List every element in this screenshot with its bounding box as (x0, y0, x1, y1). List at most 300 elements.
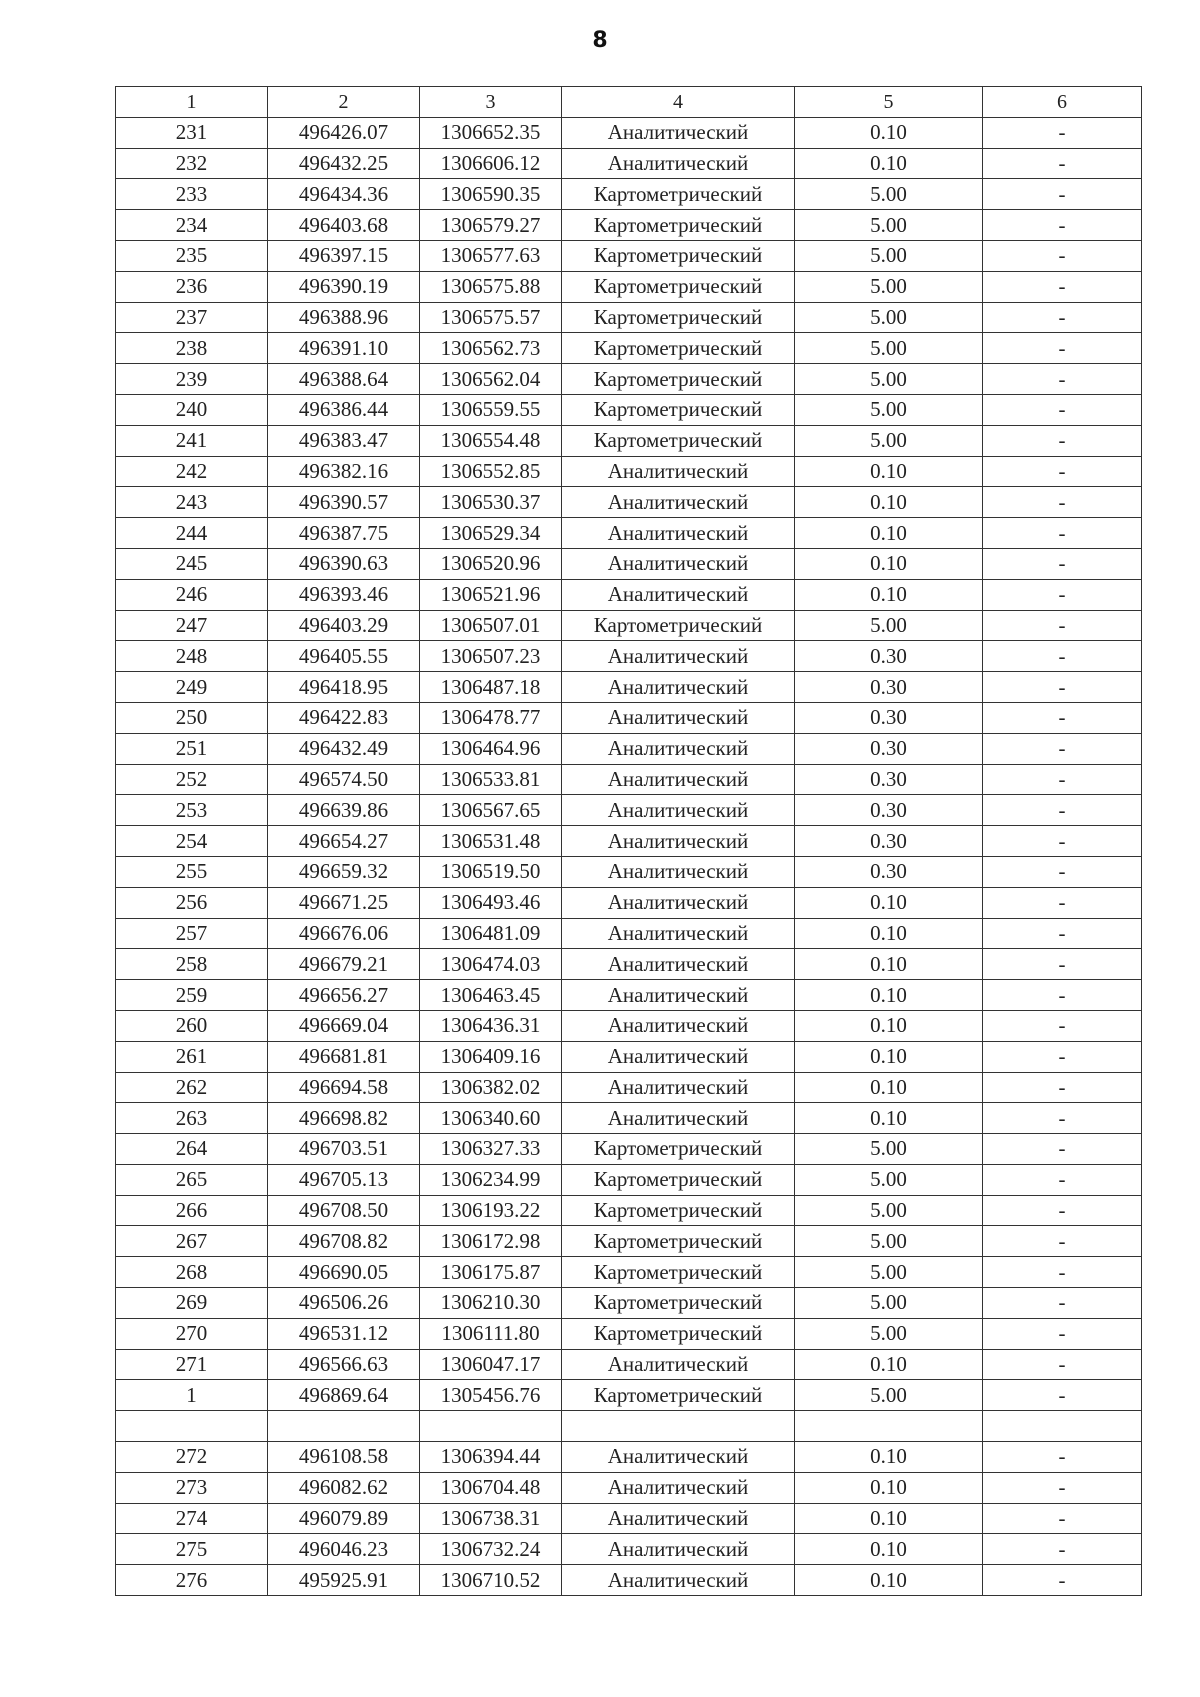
table-cell: 496705.13 (268, 1164, 420, 1195)
table-cell: 238 (116, 333, 268, 364)
table-cell: - (983, 672, 1142, 703)
table-cell: 0.10 (795, 579, 983, 610)
table-row (116, 425, 1142, 456)
column-header: 4 (562, 87, 795, 118)
table-cell: Картометрический (562, 1195, 795, 1226)
table-cell: 271 (116, 1349, 268, 1380)
table-cell: Картометрический (562, 240, 795, 271)
table-row (116, 117, 1142, 148)
table-row (116, 1565, 1142, 1596)
table-cell: 275 (116, 1534, 268, 1565)
table-cell: 0.10 (795, 487, 983, 518)
table-cell: 260 (116, 1010, 268, 1041)
table-cell: 253 (116, 795, 268, 826)
table-row (116, 271, 1142, 302)
table-cell: - (983, 1072, 1142, 1103)
coordinates-table (115, 86, 1142, 1596)
table-cell: 252 (116, 764, 268, 795)
table-cell: Аналитический (562, 1041, 795, 1072)
table-cell: Картометрический (562, 1380, 795, 1411)
table-row (116, 949, 1142, 980)
table-row (116, 518, 1142, 549)
table-row (116, 1503, 1142, 1534)
table-row (116, 702, 1142, 733)
table-cell: 5.00 (795, 610, 983, 641)
table-row (116, 856, 1142, 887)
table-cell: 266 (116, 1195, 268, 1226)
table-row (116, 456, 1142, 487)
table-cell: 0.30 (795, 641, 983, 672)
table-cell: 0.10 (795, 1041, 983, 1072)
table-cell: Аналитический (562, 1072, 795, 1103)
table-cell: - (983, 795, 1142, 826)
table-cell: 496698.82 (268, 1103, 420, 1134)
table-cell: 235 (116, 240, 268, 271)
table-cell: 0.10 (795, 1010, 983, 1041)
empty-cell (420, 1411, 562, 1442)
table-cell: 1306175.87 (420, 1257, 562, 1288)
table-cell: 496390.19 (268, 271, 420, 302)
table-cell: 496574.50 (268, 764, 420, 795)
table-cell: Картометрический (562, 333, 795, 364)
table-cell: 0.30 (795, 795, 983, 826)
empty-cell (562, 1411, 795, 1442)
table-cell: 1306481.09 (420, 918, 562, 949)
table-cell: 496671.25 (268, 887, 420, 918)
table-cell: 231 (116, 117, 268, 148)
table-cell: 496418.95 (268, 672, 420, 703)
table-cell: 259 (116, 980, 268, 1011)
table-row (116, 1226, 1142, 1257)
table-cell: Аналитический (562, 856, 795, 887)
table-cell: Картометрический (562, 610, 795, 641)
table-cell: 1306193.22 (420, 1195, 562, 1226)
table-row (116, 1041, 1142, 1072)
table-cell: 1306327.33 (420, 1134, 562, 1165)
table-cell: - (983, 487, 1142, 518)
table-cell: - (983, 1288, 1142, 1319)
table-row (116, 826, 1142, 857)
table-cell: 496432.25 (268, 148, 420, 179)
table-cell: 0.10 (795, 887, 983, 918)
table-cell: 5.00 (795, 333, 983, 364)
table-cell: 246 (116, 579, 268, 610)
table-cell: Аналитический (562, 702, 795, 733)
table-cell: 1306567.65 (420, 795, 562, 826)
table-cell: 496391.10 (268, 333, 420, 364)
table-cell: 496656.27 (268, 980, 420, 1011)
table-row (116, 394, 1142, 425)
table-cell: 0.10 (795, 148, 983, 179)
table-cell: 496403.68 (268, 210, 420, 241)
table-cell: 274 (116, 1503, 268, 1534)
table-cell: 496388.64 (268, 364, 420, 395)
table-cell: 496426.07 (268, 117, 420, 148)
table-cell: 1306652.35 (420, 117, 562, 148)
table-cell: - (983, 826, 1142, 857)
table-cell: - (983, 1164, 1142, 1195)
table-cell: 251 (116, 733, 268, 764)
table-cell: 0.10 (795, 918, 983, 949)
table-cell: 5.00 (795, 394, 983, 425)
table-cell: 496639.86 (268, 795, 420, 826)
table-cell: 1306704.48 (420, 1472, 562, 1503)
table-cell: 247 (116, 610, 268, 641)
table-cell: 496690.05 (268, 1257, 420, 1288)
table-cell: 496079.89 (268, 1503, 420, 1534)
table-cell: 496397.15 (268, 240, 420, 271)
table-cell: 5.00 (795, 364, 983, 395)
column-header: 3 (420, 87, 562, 118)
table-row (116, 1103, 1142, 1134)
table-cell: Картометрический (562, 302, 795, 333)
table-cell: Аналитический (562, 518, 795, 549)
column-header: 2 (268, 87, 420, 118)
table-row (116, 918, 1142, 949)
table-cell: 5.00 (795, 1195, 983, 1226)
table-cell: 496703.51 (268, 1134, 420, 1165)
table-cell: - (983, 1134, 1142, 1165)
table-cell: 1306507.23 (420, 641, 562, 672)
table-cell: 1306575.57 (420, 302, 562, 333)
table-cell: Аналитический (562, 456, 795, 487)
table-cell: 261 (116, 1041, 268, 1072)
table-cell: Картометрический (562, 1318, 795, 1349)
table-cell: - (983, 148, 1142, 179)
table-cell: Аналитический (562, 980, 795, 1011)
table-cell: 496382.16 (268, 456, 420, 487)
table-row (116, 148, 1142, 179)
table-cell: 1306463.45 (420, 980, 562, 1011)
table-cell: Аналитический (562, 548, 795, 579)
table-cell: 1306493.46 (420, 887, 562, 918)
table-row (116, 240, 1142, 271)
table-cell: 5.00 (795, 425, 983, 456)
table-cell: 496654.27 (268, 826, 420, 857)
table-cell: 244 (116, 518, 268, 549)
table-cell: 1306562.73 (420, 333, 562, 364)
table-row (116, 179, 1142, 210)
table-row (116, 1134, 1142, 1165)
table-cell: - (983, 641, 1142, 672)
table-cell: 1306559.55 (420, 394, 562, 425)
table-cell: 496708.82 (268, 1226, 420, 1257)
table-row (116, 1534, 1142, 1565)
table-cell: 264 (116, 1134, 268, 1165)
table-cell: 276 (116, 1565, 268, 1596)
table-cell: 1306436.31 (420, 1010, 562, 1041)
table-cell: 495925.91 (268, 1565, 420, 1596)
table-cell: 496669.04 (268, 1010, 420, 1041)
table-cell: Аналитический (562, 579, 795, 610)
table-cell: 496506.26 (268, 1288, 420, 1319)
table-cell: 0.10 (795, 1072, 983, 1103)
table-cell: 1306409.16 (420, 1041, 562, 1072)
table-cell: 0.10 (795, 1503, 983, 1534)
table-row (116, 1318, 1142, 1349)
table-cell: 258 (116, 949, 268, 980)
table-cell: 0.10 (795, 1472, 983, 1503)
table-cell: - (983, 1010, 1142, 1041)
empty-cell (795, 1411, 983, 1442)
table-cell: 0.30 (795, 733, 983, 764)
table-cell: - (983, 210, 1142, 241)
table-cell: Картометрический (562, 210, 795, 241)
table-header-row (116, 87, 1142, 118)
table-cell: 272 (116, 1442, 268, 1473)
table-cell: 496383.47 (268, 425, 420, 456)
table-cell: Аналитический (562, 117, 795, 148)
table-cell: Картометрический (562, 1164, 795, 1195)
table-cell: 496708.50 (268, 1195, 420, 1226)
table-row (116, 1164, 1142, 1195)
table-cell: Картометрический (562, 271, 795, 302)
table-cell: 270 (116, 1318, 268, 1349)
table-cell: 262 (116, 1072, 268, 1103)
table-cell: 496082.62 (268, 1472, 420, 1503)
table-cell: 0.10 (795, 518, 983, 549)
table-row (116, 1195, 1142, 1226)
table-cell: 1306575.88 (420, 271, 562, 302)
table-row (116, 980, 1142, 1011)
table-cell: 1306520.96 (420, 548, 562, 579)
table-cell: 5.00 (795, 302, 983, 333)
table-cell: 496432.49 (268, 733, 420, 764)
table-cell: 5.00 (795, 1288, 983, 1319)
column-header: 1 (116, 87, 268, 118)
table-cell: - (983, 271, 1142, 302)
table-row (116, 1442, 1142, 1473)
table-cell: 1306590.35 (420, 179, 562, 210)
table-cell: 248 (116, 641, 268, 672)
table-cell: Аналитический (562, 949, 795, 980)
table-cell: 233 (116, 179, 268, 210)
table-cell: 5.00 (795, 271, 983, 302)
table-cell: Картометрический (562, 179, 795, 210)
table-cell: 0.30 (795, 702, 983, 733)
table-cell: - (983, 1534, 1142, 1565)
table-cell: - (983, 179, 1142, 210)
table-cell: 5.00 (795, 1164, 983, 1195)
table-cell: Аналитический (562, 826, 795, 857)
table-row (116, 364, 1142, 395)
table-cell: 496681.81 (268, 1041, 420, 1072)
table-cell: 5.00 (795, 1257, 983, 1288)
table-cell: Картометрический (562, 1134, 795, 1165)
table-cell: - (983, 1318, 1142, 1349)
table-cell: 0.10 (795, 1534, 983, 1565)
table-row (116, 1072, 1142, 1103)
table-cell: 265 (116, 1164, 268, 1195)
table-cell: 1306530.37 (420, 487, 562, 518)
table-cell: 496531.12 (268, 1318, 420, 1349)
table-cell: - (983, 333, 1142, 364)
table-cell: 240 (116, 394, 268, 425)
table-cell: 1306478.77 (420, 702, 562, 733)
table-cell: 0.10 (795, 1442, 983, 1473)
table-cell: 0.10 (795, 117, 983, 148)
empty-cell (116, 1411, 268, 1442)
table-row (116, 1380, 1142, 1411)
table-row (116, 795, 1142, 826)
table-cell: 1306554.48 (420, 425, 562, 456)
table-cell: 5.00 (795, 1134, 983, 1165)
table-cell: 496388.96 (268, 302, 420, 333)
table-cell: - (983, 518, 1142, 549)
table-cell: 1306552.85 (420, 456, 562, 487)
table-cell: 256 (116, 887, 268, 918)
table-cell: Картометрический (562, 1288, 795, 1319)
table-row (116, 548, 1142, 579)
table-cell: - (983, 1257, 1142, 1288)
table-cell: Аналитический (562, 1349, 795, 1380)
table-cell: - (983, 918, 1142, 949)
table-cell: Аналитический (562, 1565, 795, 1596)
table-cell: 1306507.01 (420, 610, 562, 641)
table-cell: 1 (116, 1380, 268, 1411)
table-cell: 242 (116, 456, 268, 487)
table-cell: - (983, 1472, 1142, 1503)
empty-cell (983, 1411, 1142, 1442)
table-cell: - (983, 949, 1142, 980)
table-cell: Картометрический (562, 364, 795, 395)
table-cell: - (983, 764, 1142, 795)
table-cell: Аналитический (562, 1534, 795, 1565)
table-cell: 496390.63 (268, 548, 420, 579)
table-cell: 1306710.52 (420, 1565, 562, 1596)
table-cell: 0.30 (795, 826, 983, 857)
table-cell: - (983, 302, 1142, 333)
table-cell: - (983, 1103, 1142, 1134)
table-row (116, 1349, 1142, 1380)
table-cell: 1306521.96 (420, 579, 562, 610)
table-row (116, 641, 1142, 672)
table-cell: 1306382.02 (420, 1072, 562, 1103)
table-row (116, 1472, 1142, 1503)
table-cell: 1306047.17 (420, 1349, 562, 1380)
table-cell: 249 (116, 672, 268, 703)
table-cell: Аналитический (562, 1472, 795, 1503)
table-cell: - (983, 1565, 1142, 1596)
table-cell: 236 (116, 271, 268, 302)
table-cell: Аналитический (562, 795, 795, 826)
table-cell: Аналитический (562, 672, 795, 703)
table-cell: - (983, 887, 1142, 918)
table-cell: - (983, 394, 1142, 425)
table-cell: 269 (116, 1288, 268, 1319)
table-cell: - (983, 1442, 1142, 1473)
table-cell: 496422.83 (268, 702, 420, 733)
table-row (116, 1010, 1142, 1041)
table-cell: 245 (116, 548, 268, 579)
table-row (116, 887, 1142, 918)
table-cell: 250 (116, 702, 268, 733)
separator-row (116, 1411, 1142, 1442)
table-cell: 496659.32 (268, 856, 420, 887)
table-cell: 496390.57 (268, 487, 420, 518)
table-cell: Картометрический (562, 425, 795, 456)
table-cell: 0.10 (795, 949, 983, 980)
table-cell: - (983, 610, 1142, 641)
table-cell: 496694.58 (268, 1072, 420, 1103)
table-row (116, 210, 1142, 241)
table-cell: - (983, 980, 1142, 1011)
table-row (116, 1257, 1142, 1288)
table-cell: Аналитический (562, 918, 795, 949)
table-cell: 268 (116, 1257, 268, 1288)
table-row (116, 579, 1142, 610)
table-cell: - (983, 240, 1142, 271)
table-cell: 263 (116, 1103, 268, 1134)
table-cell: 5.00 (795, 210, 983, 241)
table-cell: 1306579.27 (420, 210, 562, 241)
table-row (116, 764, 1142, 795)
table-cell: 496679.21 (268, 949, 420, 980)
table-cell: 5.00 (795, 1226, 983, 1257)
table-cell: Аналитический (562, 487, 795, 518)
table-cell: 0.10 (795, 980, 983, 1011)
table-cell: 5.00 (795, 240, 983, 271)
table-cell: Картометрический (562, 1257, 795, 1288)
table-cell: 5.00 (795, 1380, 983, 1411)
table-cell: 1306531.48 (420, 826, 562, 857)
table-cell: 496869.64 (268, 1380, 420, 1411)
table-cell: 1306234.99 (420, 1164, 562, 1195)
table-cell: 0.30 (795, 764, 983, 795)
table-cell: 1306464.96 (420, 733, 562, 764)
column-header: 6 (983, 87, 1142, 118)
table-cell: Аналитический (562, 1103, 795, 1134)
table-cell: - (983, 579, 1142, 610)
table-cell: 1306533.81 (420, 764, 562, 795)
table-cell: 1306562.04 (420, 364, 562, 395)
table-cell: 5.00 (795, 1318, 983, 1349)
table-cell: 267 (116, 1226, 268, 1257)
table-row (116, 487, 1142, 518)
table-cell: 1306172.98 (420, 1226, 562, 1257)
table-cell: 1305456.76 (420, 1380, 562, 1411)
table-cell: - (983, 117, 1142, 148)
empty-cell (268, 1411, 420, 1442)
table-cell: Картометрический (562, 394, 795, 425)
table-cell: Аналитический (562, 887, 795, 918)
table-cell: - (983, 702, 1142, 733)
table-cell: 0.30 (795, 856, 983, 887)
table-cell: 1306394.44 (420, 1442, 562, 1473)
table-cell: - (983, 856, 1142, 887)
page-number: 8 (592, 28, 608, 53)
table-cell: - (983, 425, 1142, 456)
table-cell: 496108.58 (268, 1442, 420, 1473)
table-cell: Аналитический (562, 641, 795, 672)
table-cell: 1306529.34 (420, 518, 562, 549)
table-cell: 0.10 (795, 548, 983, 579)
table-cell: 257 (116, 918, 268, 949)
table-cell: 1306210.30 (420, 1288, 562, 1319)
table-cell: 496386.44 (268, 394, 420, 425)
table-cell: 1306519.50 (420, 856, 562, 887)
table-cell: Аналитический (562, 733, 795, 764)
table-cell: - (983, 1195, 1142, 1226)
table-cell: 1306577.63 (420, 240, 562, 271)
table-cell: 1306111.80 (420, 1318, 562, 1349)
table-cell: 1306474.03 (420, 949, 562, 980)
table-cell: 496676.06 (268, 918, 420, 949)
table-cell: Аналитический (562, 1442, 795, 1473)
table-row (116, 672, 1142, 703)
table-cell: - (983, 733, 1142, 764)
table-cell: 232 (116, 148, 268, 179)
